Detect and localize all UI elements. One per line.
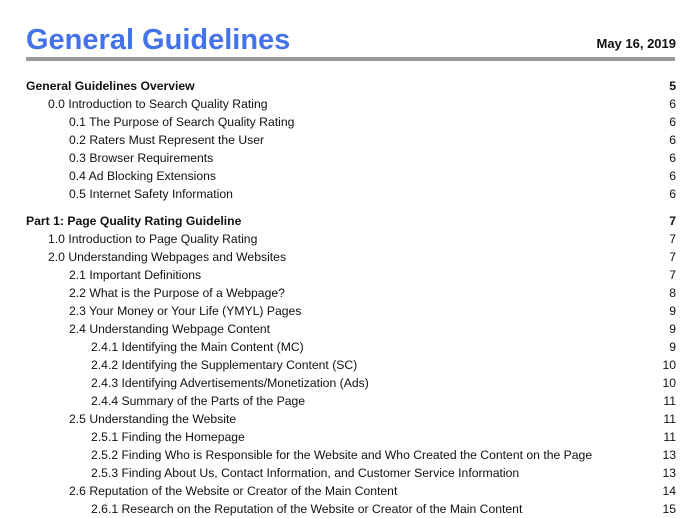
- toc-entry-label: 2.0 Understanding Webpages and Websites: [48, 250, 287, 264]
- toc-entry-label: 2.4.2 Identifying the Supplementary Content (SC): [91, 358, 358, 372]
- toc-entry-label: 2.6 Reputation of the Website or Creator of the Main Content: [69, 484, 398, 498]
- toc-page-number: 6: [669, 115, 676, 129]
- toc-page-number: 11: [663, 430, 676, 444]
- toc-entry[interactable]: [26, 410, 676, 428]
- toc-entry[interactable]: [26, 482, 676, 500]
- toc-page-number: 6: [669, 97, 676, 111]
- toc-entry-label: General Guidelines Overview: [26, 79, 195, 93]
- toc-entry[interactable]: [26, 464, 676, 482]
- toc-page-number: 10: [662, 376, 676, 390]
- toc-page-number: 8: [669, 286, 676, 300]
- toc-page-number: 5: [669, 79, 676, 93]
- document-date: May 16, 2019: [596, 36, 676, 51]
- toc-entry-label: 2.5 Understanding the Website: [69, 412, 237, 426]
- toc-entry-label: 2.5.3 Finding About Us, Contact Information, and Customer Service Information: [91, 466, 520, 480]
- toc-entry-label: 2.5.2 Finding Who is Responsible for the Website and Who Created the Content on the Page: [91, 448, 593, 462]
- toc-page-number: 13: [662, 448, 676, 462]
- toc-entry-label: 0.3 Browser Requirements: [69, 151, 214, 165]
- toc-entry[interactable]: [26, 302, 676, 320]
- toc-entry[interactable]: [26, 95, 676, 113]
- header-divider: [26, 57, 675, 61]
- toc-entry-label: 0.2 Raters Must Represent the User: [69, 133, 265, 147]
- toc-page-number: 7: [669, 268, 676, 282]
- toc-entry[interactable]: [26, 149, 676, 167]
- toc-entry-label: 2.2 What is the Purpose of a Webpage?: [69, 286, 285, 300]
- toc-entry-label: 0.1 The Purpose of Search Quality Rating: [69, 115, 295, 129]
- toc-entry-label: 0.5 Internet Safety Information: [69, 187, 233, 201]
- toc-page-number: 11: [663, 412, 676, 426]
- toc-entry-label: 0.0 Introduction to Search Quality Rating: [48, 97, 268, 111]
- toc-entry[interactable]: [26, 446, 676, 464]
- toc-page-number: 9: [669, 340, 676, 354]
- toc-entry[interactable]: [26, 428, 676, 446]
- toc-page-number: 7: [669, 232, 676, 246]
- toc-entry[interactable]: [26, 230, 676, 248]
- toc-page-number: 10: [662, 358, 676, 372]
- toc-entry-label: 2.4.3 Identifying Advertisements/Monetization (Ads): [91, 376, 369, 390]
- toc-entry[interactable]: [26, 500, 676, 518]
- toc-entry[interactable]: [26, 338, 676, 356]
- toc-page-number: 9: [669, 304, 676, 318]
- toc-entry-label: 2.4.1 Identifying the Main Content (MC): [91, 340, 304, 354]
- toc-page-number: 15: [662, 502, 676, 516]
- table-of-contents: [26, 77, 676, 518]
- toc-page-number: 9: [669, 322, 676, 336]
- toc-entry-label: 2.6.1 Research on the Reputation of the Website or Creator of the Main Content: [91, 502, 523, 516]
- toc-entry-label: 1.0 Introduction to Page Quality Rating: [48, 232, 258, 246]
- toc-section-heading[interactable]: [26, 77, 676, 95]
- toc-entry-label: 2.4.4 Summary of the Parts of the Page: [91, 394, 306, 408]
- document-title: General Guidelines: [26, 24, 291, 56]
- toc-page-number: 6: [669, 133, 676, 147]
- toc-page-number: 6: [669, 169, 676, 183]
- toc-entry[interactable]: [26, 320, 676, 338]
- toc-entry-label: 2.1 Important Definitions: [69, 268, 202, 282]
- toc-section-heading[interactable]: [26, 212, 676, 230]
- toc-entry[interactable]: [26, 392, 676, 410]
- toc-entry-label: 0.4 Ad Blocking Extensions: [69, 169, 217, 183]
- document-header: [26, 22, 676, 62]
- toc-entry-label: 2.5.1 Finding the Homepage: [91, 430, 245, 444]
- toc-page-number: 7: [669, 250, 676, 264]
- toc-page-number: 7: [669, 214, 676, 228]
- toc-page-number: 11: [663, 394, 676, 408]
- toc-entry-label: 2.3 Your Money or Your Life (YMYL) Pages: [69, 304, 302, 318]
- toc-entry[interactable]: [26, 185, 676, 203]
- toc-page-number: 6: [669, 187, 676, 201]
- toc-entry[interactable]: [26, 131, 676, 149]
- toc-page-number: 6: [669, 151, 676, 165]
- toc-entry[interactable]: [26, 374, 676, 392]
- toc-entry[interactable]: [26, 284, 676, 302]
- toc-entry[interactable]: [26, 248, 676, 266]
- toc-entry[interactable]: [26, 113, 676, 131]
- toc-entry-label: 2.4 Understanding Webpage Content: [69, 322, 271, 336]
- toc-entry[interactable]: [26, 167, 676, 185]
- toc-page-number: 14: [662, 484, 676, 498]
- toc-page-number: 13: [662, 466, 676, 480]
- toc-entry[interactable]: [26, 356, 676, 374]
- toc-entry-label: Part 1: Page Quality Rating Guideline: [26, 214, 242, 228]
- toc-entry[interactable]: [26, 266, 676, 284]
